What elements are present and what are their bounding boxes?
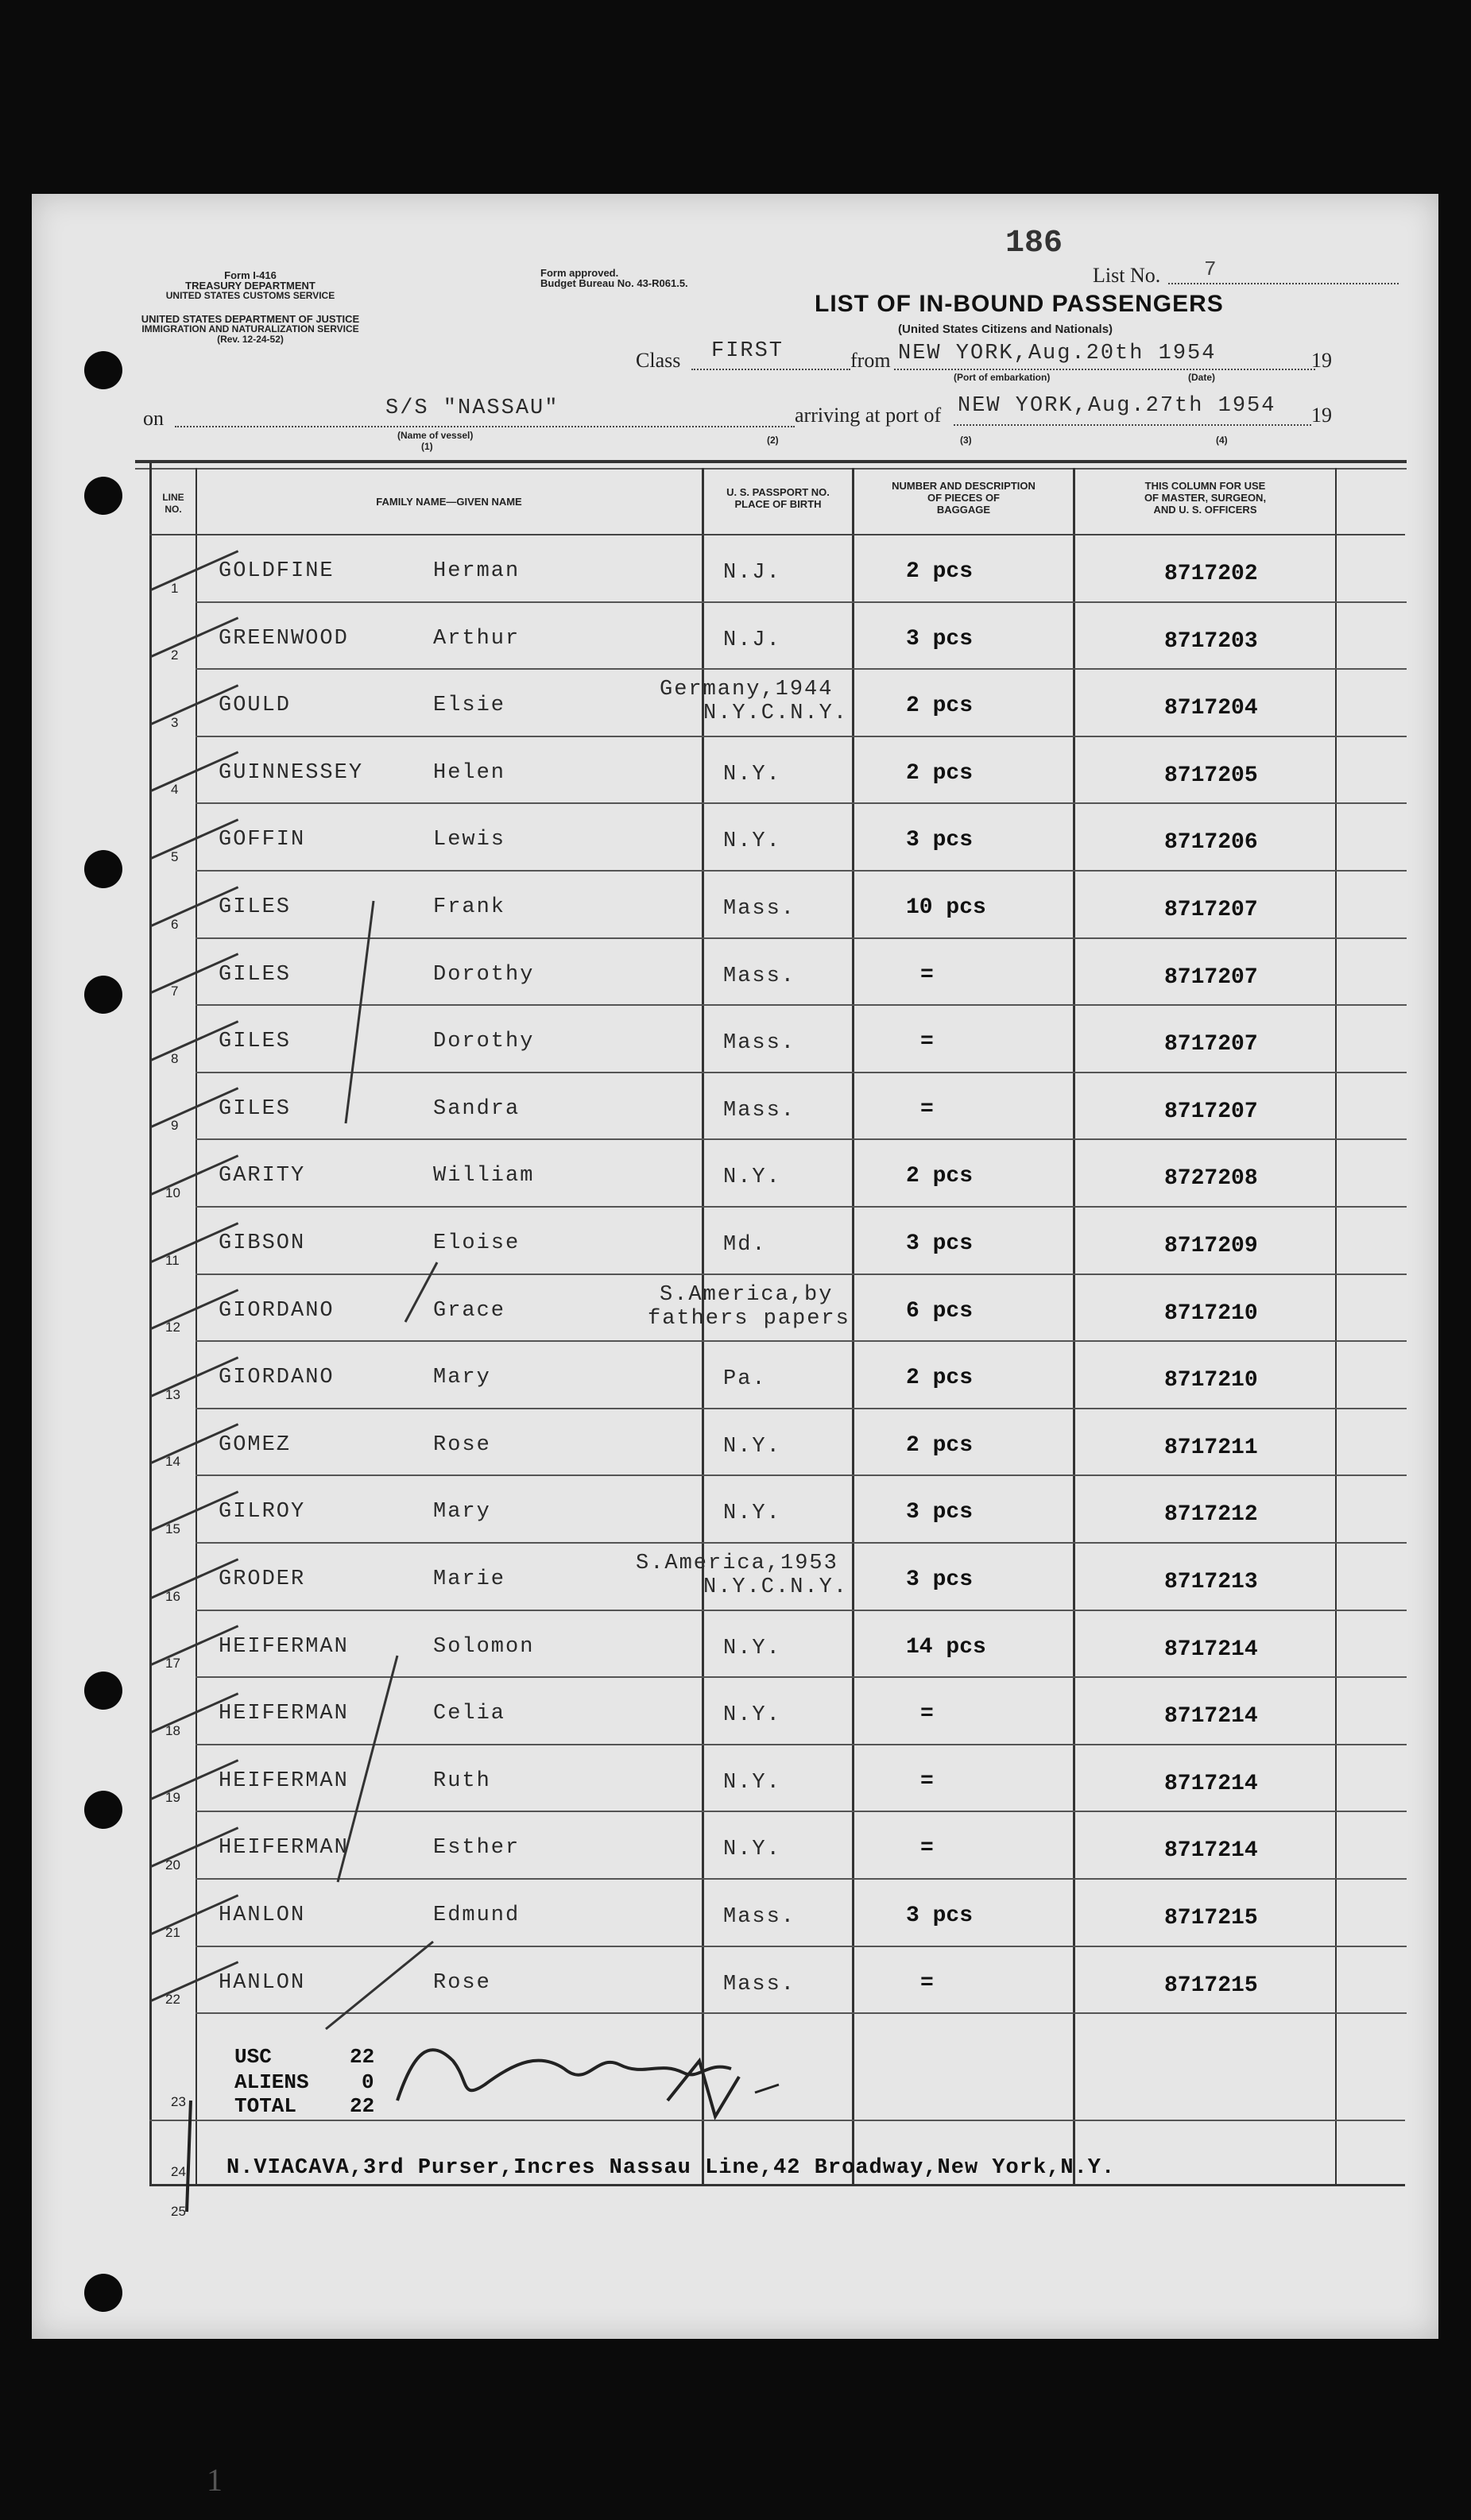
given-name: Frank: [433, 895, 506, 919]
usc-label: USC: [234, 2045, 272, 2069]
officer-number: 8717212: [1164, 1502, 1258, 1528]
on-label: on: [143, 407, 164, 430]
family-name: GARITY: [219, 1164, 306, 1188]
officer-number: 8717204: [1164, 696, 1258, 721]
line-number: 19: [165, 1790, 180, 1806]
justice-dept: UNITED STATES DEPARTMENT OF JUSTICE: [141, 313, 360, 325]
baggage: 3 pcs: [906, 1567, 974, 1592]
family-name: GIORDANO: [219, 1366, 335, 1390]
line-number: 22: [165, 1992, 180, 2008]
family-name: HANLON: [219, 1904, 306, 1927]
customs-service: UNITED STATES CUSTOMS SERVICE: [165, 290, 335, 301]
officer-number: 8717214: [1164, 1771, 1258, 1796]
birth-place-2: N.Y.C.N.Y.: [703, 702, 849, 726]
budget-bureau: Budget Bureau No. 43-R061.5.: [540, 277, 688, 289]
officer-number: 8717207: [1164, 1032, 1258, 1057]
officer-number: 8717202: [1164, 562, 1258, 586]
baggage: 3 pcs: [906, 1231, 974, 1256]
officer-number: 8717214: [1164, 1838, 1258, 1864]
birth-place: Mass.: [723, 1972, 796, 1996]
baggage: =: [920, 1030, 934, 1055]
revision-date: (Rev. 12-24-52): [217, 334, 284, 345]
officer-number: 8717215: [1164, 1906, 1258, 1931]
baggage: 2 pcs: [906, 694, 974, 719]
officer-number: 8727208: [1164, 1166, 1258, 1192]
birth-place: N.Y.: [723, 1703, 781, 1728]
line-number: 2: [171, 647, 179, 663]
family-name: GOMEZ: [219, 1432, 292, 1457]
form-approved: Form approved.: [540, 267, 619, 279]
officer-number: 8717213: [1164, 1570, 1258, 1594]
baggage: =: [920, 1096, 934, 1122]
birth-place: N.Y.: [723, 1838, 781, 1862]
line-number: 7: [171, 984, 179, 999]
col-header-name: FAMILY NAME—GIVEN NAME: [376, 496, 522, 508]
given-name: Herman: [433, 559, 521, 583]
given-name: Elsie: [433, 694, 506, 718]
family-name: GOLDFINE: [219, 559, 335, 583]
family-name: GRODER: [219, 1567, 306, 1591]
line-number: 6: [171, 916, 179, 932]
baggage: 3 pcs: [906, 626, 974, 651]
baggage: =: [920, 1702, 934, 1727]
line-number: 12: [165, 1320, 180, 1335]
birth-place: N.J.: [723, 561, 781, 585]
officer-number: 8717207: [1164, 898, 1258, 922]
officer-number: 8717203: [1164, 628, 1258, 654]
given-name: Eloise: [433, 1231, 521, 1255]
usc-count: 22: [350, 2045, 375, 2069]
line-number: 25: [171, 2204, 186, 2219]
line-number: 5: [171, 848, 179, 864]
baggage: 3 pcs: [906, 828, 974, 853]
col-header-baggage: NUMBER AND DESCRIPTION OF PIECES OF BAGGAGE: [892, 480, 1036, 516]
document-subtitle: (United States Citizens and Nationals): [898, 323, 1113, 336]
given-name: Grace: [433, 1298, 506, 1323]
column-number-4: (4): [1216, 435, 1228, 446]
birth-place: Mass.: [723, 897, 796, 921]
line-number: 14: [165, 1454, 180, 1470]
given-name: Celia: [433, 1702, 506, 1726]
birth-place: N.Y.: [723, 1502, 781, 1526]
baggage: 2 pcs: [906, 760, 974, 786]
line-number: 4: [171, 782, 179, 798]
treasury-dept: TREASURY DEPARTMENT: [185, 280, 315, 292]
col-header-passport: U. S. PASSPORT NO. PLACE OF BIRTH: [726, 486, 830, 510]
family-name: GILES: [219, 1030, 292, 1054]
officer-number: 8717205: [1164, 763, 1258, 788]
class-value: FIRST: [711, 339, 784, 363]
officer-number: 8717210: [1164, 1368, 1258, 1393]
officer-number: 8717209: [1164, 1234, 1258, 1258]
birth-place: S.America,1953: [636, 1552, 838, 1575]
family-name: HANLON: [219, 1970, 306, 1995]
baggage: =: [920, 1970, 934, 1996]
officer-number: 8717214: [1164, 1704, 1258, 1730]
baggage: 2 pcs: [906, 559, 974, 584]
baggage: 2 pcs: [906, 1366, 974, 1391]
birth-place: Mass.: [723, 964, 796, 988]
family-name: HEIFERMAN: [219, 1702, 349, 1726]
vessel-name: S/S "NASSAU": [385, 396, 559, 420]
family-name: HEIFERMAN: [219, 1768, 349, 1793]
family-name: GUINNESSEY: [219, 760, 364, 785]
birth-place: Md.: [723, 1233, 767, 1257]
given-name: Lewis: [433, 828, 506, 852]
family-name: GOULD: [219, 694, 292, 718]
column-number-1: (1): [421, 441, 433, 452]
given-name: Rose: [433, 1432, 491, 1457]
family-name: GIORDANO: [219, 1298, 335, 1323]
baggage: 10 pcs: [906, 895, 986, 920]
baggage: 2 pcs: [906, 1164, 974, 1189]
given-name: Helen: [433, 760, 506, 785]
family-name: GILES: [219, 1096, 292, 1121]
bottom-mark: 1: [207, 2462, 223, 2498]
given-name: Mary: [433, 1366, 491, 1390]
given-name: Rose: [433, 1970, 491, 1995]
birth-place: N.Y.: [723, 829, 781, 854]
year-suffix-2: 19: [1311, 404, 1332, 427]
given-name: Sandra: [433, 1096, 521, 1121]
family-name: HEIFERMAN: [219, 1634, 349, 1659]
from-label: from: [850, 349, 891, 372]
column-number-2: (2): [767, 435, 779, 446]
baggage: =: [920, 962, 934, 988]
document-title: LIST OF IN-BOUND PASSENGERS: [815, 291, 1224, 317]
birth-place: N.Y.: [723, 1434, 781, 1459]
given-name: Esther: [433, 1836, 521, 1861]
officer-number: 8717207: [1164, 964, 1258, 990]
line-number: 17: [165, 1656, 180, 1672]
given-name: Arthur: [433, 626, 521, 651]
birth-place: N.Y.: [723, 1770, 781, 1795]
col-header-officers: THIS COLUMN FOR USE OF MASTER, SURGEON, AND U. S. OFFICERS: [1144, 480, 1267, 516]
year-suffix: 19: [1311, 349, 1332, 372]
family-name: GIBSON: [219, 1231, 306, 1255]
birth-place: Pa.: [723, 1367, 767, 1392]
given-name: Mary: [433, 1500, 491, 1525]
birth-place: Mass.: [723, 1098, 796, 1123]
given-name: Ruth: [433, 1768, 491, 1793]
birth-place: N.Y.: [723, 1636, 781, 1660]
birth-place: Germany,1944: [660, 678, 834, 702]
port-embarkation-caption: (Port of embarkation): [954, 372, 1051, 383]
officer-number: 8717206: [1164, 830, 1258, 856]
given-name: William: [433, 1164, 535, 1188]
given-name: Edmund: [433, 1904, 521, 1927]
given-name: Dorothy: [433, 1030, 535, 1054]
line-number: 15: [165, 1521, 180, 1536]
line-number: 18: [165, 1722, 180, 1738]
line-number: 20: [165, 1857, 180, 1873]
purser-line: N.VIACAVA,3rd Purser,Incres Nassau Line,42 Broadway,New York,N.Y.: [226, 2156, 1116, 2180]
officer-number: 8717215: [1164, 1973, 1258, 1998]
family-name: HEIFERMAN: [219, 1836, 349, 1861]
list-no-value: 7: [1204, 257, 1217, 281]
stamped-page-number: 186: [1005, 226, 1063, 261]
col-header-line-no: LINE NO.: [162, 492, 184, 515]
line-number: 11: [165, 1252, 180, 1268]
line-number: 23: [171, 2094, 186, 2109]
baggage: =: [920, 1768, 934, 1794]
line-number: 24: [171, 2164, 186, 2179]
baggage: 14 pcs: [906, 1634, 986, 1660]
baggage: 6 pcs: [906, 1298, 974, 1324]
from-value: NEW YORK,Aug.20th 1954: [898, 342, 1217, 365]
baggage: 3 pcs: [906, 1904, 974, 1928]
ins-service: IMMIGRATION AND NATURALIZATION SERVICE: [141, 323, 359, 334]
family-name: GOFFIN: [219, 828, 306, 852]
form-number: Form I-416: [224, 269, 277, 281]
officer-number: 8717211: [1164, 1435, 1258, 1460]
baggage: 3 pcs: [906, 1500, 974, 1525]
family-name: GILES: [219, 895, 292, 919]
aliens-label: ALIENS: [234, 2070, 309, 2094]
family-name: GILROY: [219, 1500, 306, 1525]
vessel-caption: (Name of vessel): [397, 430, 474, 441]
birth-place: N.J.: [723, 628, 781, 652]
birth-place: N.Y.: [723, 762, 781, 787]
family-name: GREENWOOD: [219, 626, 349, 651]
line-number: 3: [171, 714, 179, 730]
line-number: 16: [165, 1588, 180, 1604]
line-number: 1: [171, 580, 179, 596]
arrival-value: NEW YORK,Aug.27th 1954: [958, 394, 1276, 418]
list-no-label: List No.: [1093, 264, 1161, 287]
baggage: 2 pcs: [906, 1432, 974, 1458]
birth-place-2: N.Y.C.N.Y.: [703, 1575, 849, 1599]
baggage: =: [920, 1836, 934, 1861]
line-number: 21: [165, 1924, 180, 1940]
total-label: TOTAL: [234, 2094, 297, 2118]
line-number: 8: [171, 1050, 179, 1066]
birth-place-2: fathers papers: [648, 1306, 850, 1331]
officer-number: 8717214: [1164, 1637, 1258, 1662]
document-page: [32, 194, 1438, 2339]
total-count: 22: [350, 2094, 375, 2118]
aliens-count: 0: [362, 2070, 374, 2094]
officer-number: 8717207: [1164, 1099, 1258, 1124]
birth-place: S.America,by: [660, 1282, 834, 1307]
family-name: GILES: [219, 962, 292, 987]
birth-place: Mass.: [723, 1031, 796, 1056]
birth-place: Mass.: [723, 1905, 796, 1929]
class-label: Class: [636, 349, 681, 372]
birth-place: N.Y.: [723, 1165, 781, 1190]
given-name: Dorothy: [433, 962, 535, 987]
line-number: 9: [171, 1118, 179, 1134]
officer-number: 8717210: [1164, 1301, 1258, 1326]
pen-marks: [32, 194, 1438, 2339]
column-number-3: (3): [960, 435, 972, 446]
date-caption: (Date): [1188, 372, 1216, 383]
arriving-label: arriving at port of: [795, 404, 942, 427]
given-name: Solomon: [433, 1634, 535, 1659]
line-number: 13: [165, 1386, 180, 1402]
given-name: Marie: [433, 1567, 506, 1591]
line-number: 10: [165, 1185, 180, 1200]
